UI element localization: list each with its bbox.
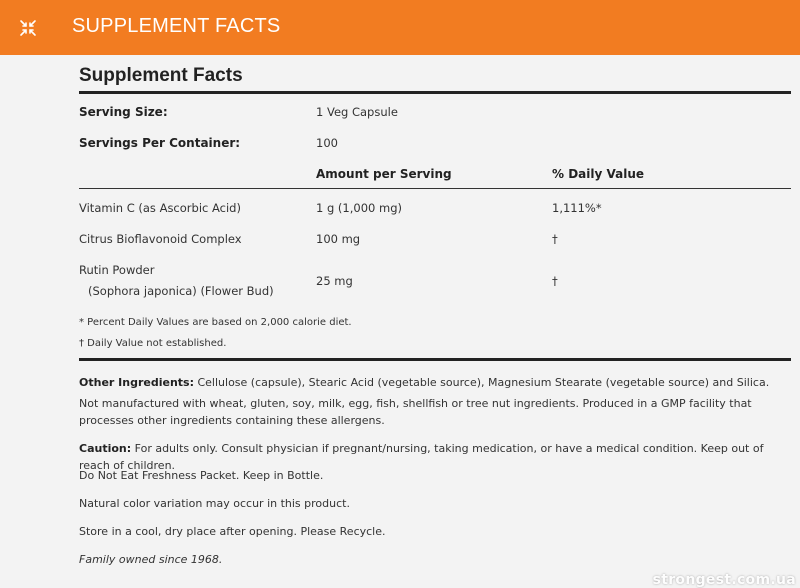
section-title: SUPPLEMENT FACTS [72,15,281,37]
servings-label: Servings Per Container: [79,136,241,150]
storage-note: Store in a cool, dry place after opening. Please Recycle. [79,525,386,538]
nutrient-name: Citrus Bioflavonoid Complex [79,232,242,246]
collapse-icon[interactable] [18,18,38,38]
divider [79,91,791,94]
facts-title: Supplement Facts [79,65,243,86]
section-header[interactable] [0,0,800,55]
nutrient-daily-value: 1,111%* [552,201,602,215]
family-note: Family owned since 1968. [79,553,223,566]
allergen-statement: Not manufactured with wheat, gluten, soy, milk, egg, fish, shellfish or tree nut ingredients. Produced in a GMP facility that processes other ingredients containing these allergens. [79,397,752,427]
caution-label: Caution: [79,442,132,455]
nutrient-daily-value: † [552,232,558,246]
other-ingredients-text: Cellulose (capsule), Stearic Acid (vegetable source), Magnesium Stearate (vegetable source) and Silica. [193,376,770,389]
footnote-dagger: † Daily Value not established. [79,338,227,349]
other-ingredients [79,374,791,391]
nutrient-amount: 1 g (1,000 mg) [316,201,402,215]
freshness-note: Do Not Eat Freshness Packet. Keep in Bottle. [79,469,324,482]
footnote-percent: * Percent Daily Values are based on 2,000 calorie diet. [79,317,352,328]
divider [79,358,791,361]
servings-value: 100 [316,136,338,150]
nutrient-daily-value: † [552,274,558,288]
watermark: strongest.com.ua [652,572,796,588]
nutrient-amount: 25 mg [316,274,353,288]
nutrient-amount: 100 mg [316,232,361,246]
color-variation-note: Natural color variation may occur in this product. [79,497,350,510]
serving-size-label: Serving Size: [79,105,168,119]
amount-column-header: Amount per Serving [316,167,452,181]
nutrient-name: Rutin Powder [79,263,155,277]
nutrient-subname: (Sophora japonica) (Flower Bud) [88,284,274,298]
nutrient-name: Vitamin C (as Ascorbic Acid) [79,201,241,215]
other-ingredients-label: Other Ingredients: [79,376,194,389]
caution-text: For adults only. Consult physician if pregnant/nursing, taking medication, or have a medical condition. Keep out of reach of children. [79,442,764,472]
divider [79,188,791,189]
serving-size-value: 1 Veg Capsule [316,105,398,119]
daily-value-column-header: % Daily Value [552,167,645,181]
